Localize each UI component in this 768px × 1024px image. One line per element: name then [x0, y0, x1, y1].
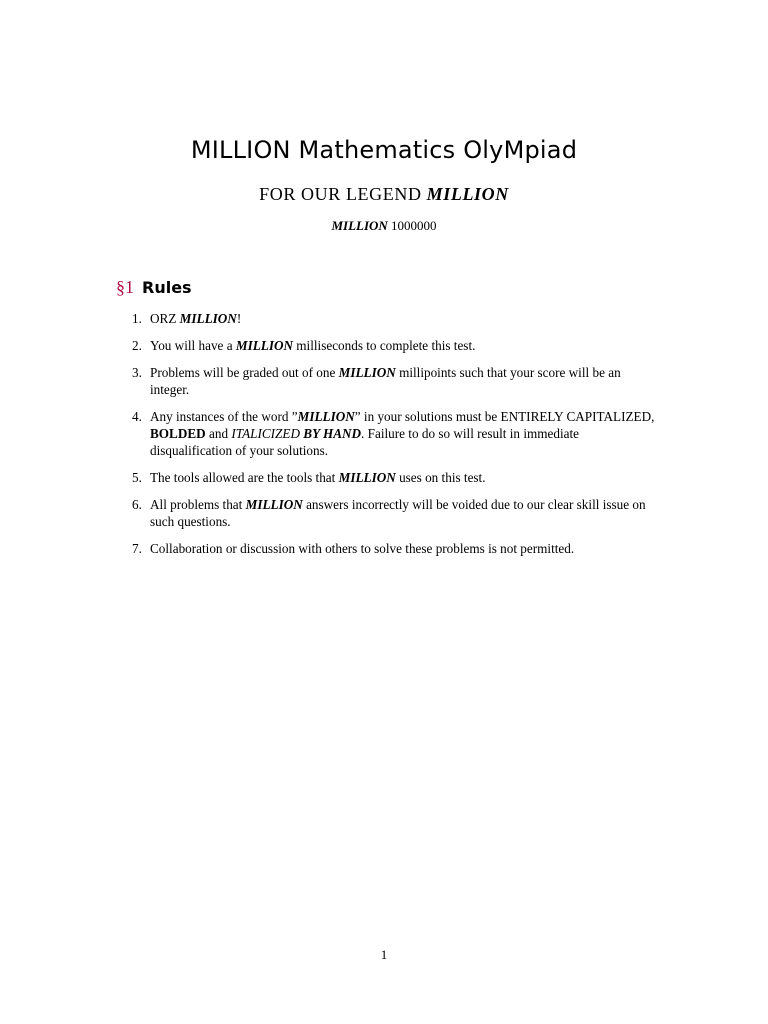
rule-emphasis: MILLION: [338, 365, 396, 380]
rule-text: !: [236, 311, 242, 326]
rule-emphasis: MILLION: [297, 409, 355, 424]
section-number: §1: [116, 277, 134, 297]
rule-item: [126, 469, 656, 486]
rule-number: 2.: [132, 338, 142, 353]
rule-text: You will have a: [150, 338, 236, 353]
section-heading: [116, 277, 192, 298]
subtitle-prefix: FOR OUR LEGEND: [259, 184, 422, 204]
rule-bold: BOLDED: [150, 426, 206, 441]
rule-item: [126, 310, 656, 327]
rule-emphasis: MILLION: [179, 311, 237, 326]
rule-number: 6.: [132, 497, 142, 512]
rule-text: milliseconds to complete this test.: [293, 338, 476, 353]
rule-text: . Failure to do so will result in immediate disqualification of your solutions.: [150, 426, 579, 458]
author-name: MILLION: [331, 218, 388, 233]
rule-emphasis: MILLION: [338, 470, 396, 485]
rule-text: uses on this test.: [395, 470, 486, 485]
document-title: MILLION Mathematics OlyMpiad: [190, 136, 578, 164]
rule-number: 7.: [132, 541, 142, 556]
rule-text: ORZ: [150, 311, 180, 326]
rule-number: 4.: [132, 409, 142, 424]
rule-italic: ITALICIZED: [231, 426, 300, 441]
rule-emphasis: MILLION: [235, 338, 293, 353]
rule-text: Collaboration or discussion with others to solve these problems is not permitted.: [150, 541, 575, 556]
page-number: 1: [380, 947, 388, 962]
document-author: [0, 218, 768, 234]
rule-emphasis: BY HAND: [303, 426, 362, 441]
rule-item: [126, 337, 656, 354]
rule-item: [126, 540, 656, 557]
subtitle-name: MILLION: [426, 184, 509, 204]
rule-text: Problems will be graded out of one: [150, 365, 339, 380]
rule-text: The tools allowed are the tools that: [150, 470, 339, 485]
rule-item: [126, 364, 656, 398]
rule-text: millipoints such that your score will be an integer.: [150, 365, 621, 397]
section-title: Rules: [142, 278, 192, 297]
rule-text: Any instances of the word ”: [150, 409, 298, 424]
rule-number: 1.: [132, 311, 142, 326]
rule-text: ” in your solutions must be ENTIRELY CAPITALIZED,: [354, 409, 655, 424]
rules-list: [126, 310, 656, 567]
rule-text: answers incorrectly will be voided due to our clear skill issue on such questions.: [150, 497, 646, 529]
rule-text: All problems that: [150, 497, 246, 512]
document-subtitle: [0, 184, 768, 205]
rule-item: [126, 408, 656, 459]
rule-text: and: [205, 426, 232, 441]
rule-number: 3.: [132, 365, 142, 380]
author-number: 1000000: [391, 218, 437, 233]
rule-number: 5.: [132, 470, 142, 485]
rule-emphasis: MILLION: [245, 497, 303, 512]
rule-item: [126, 496, 656, 530]
